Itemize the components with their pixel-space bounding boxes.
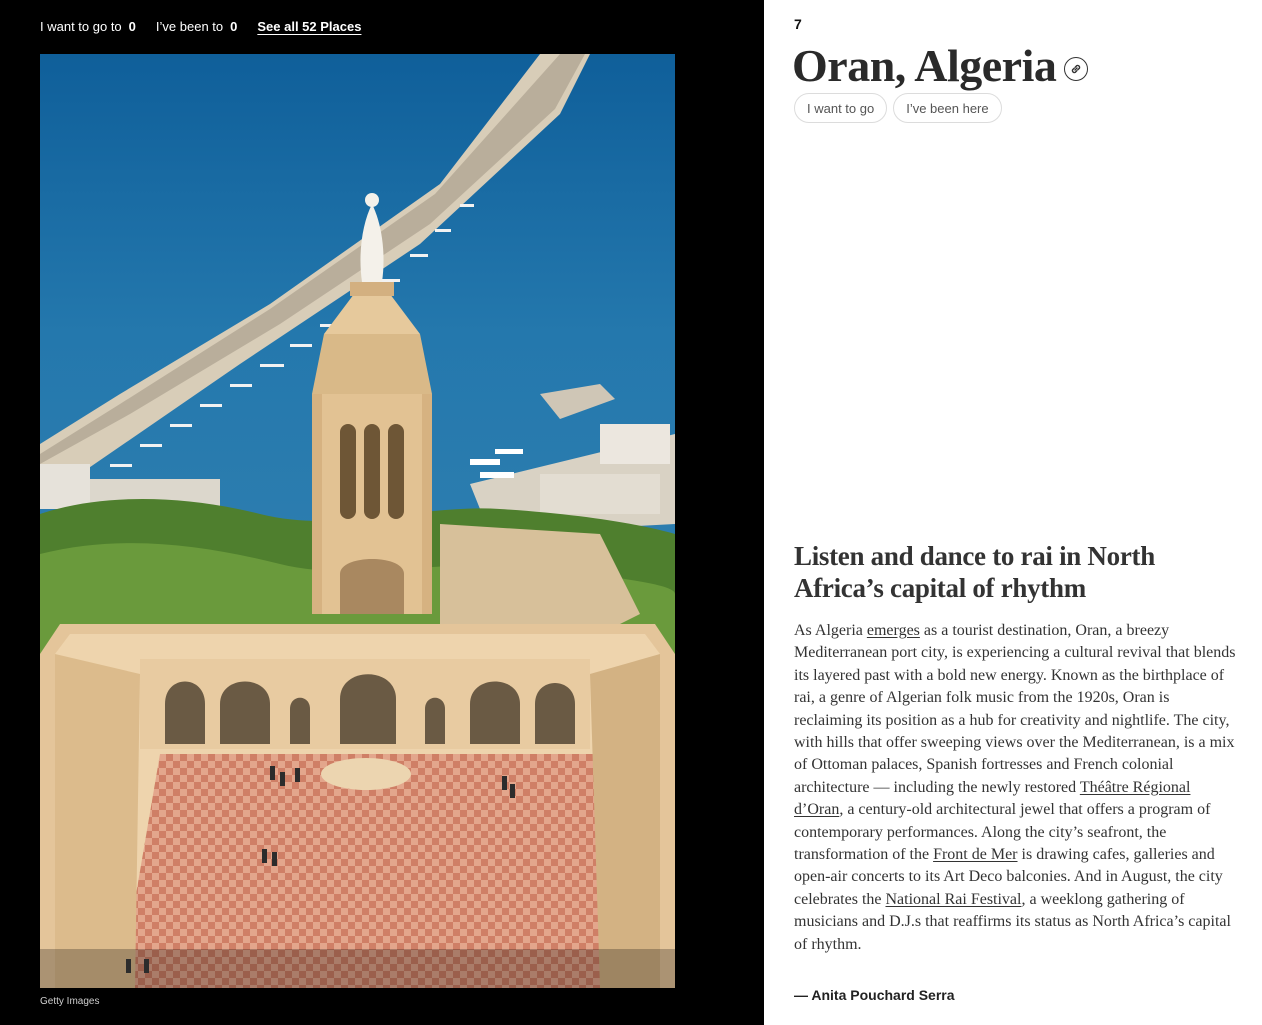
been-to-label: I’ve been to (155, 18, 224, 34)
theatre-regional-link[interactable]: Théâtre Régional d’Oran (794, 778, 1191, 819)
article-headline: Listen and dance to rai in North Africa’s capital of rhythm (794, 541, 1155, 603)
oran-photo (40, 54, 675, 988)
been-to-count: 0 (230, 18, 238, 34)
want-to-go-counter[interactable] (40, 19, 136, 34)
link-glyph (1069, 62, 1083, 76)
want-to-go-count: 0 (128, 18, 136, 34)
link-icon[interactable] (1064, 57, 1088, 81)
byline: — Anita Pouchard Serra (794, 987, 955, 1003)
santa-cruz-chapel-illustration (40, 54, 675, 988)
body-text-1: As Algeria (794, 622, 867, 639)
been-to-counter[interactable] (156, 19, 237, 34)
body-text-5: , a weeklong gathering of musicians and D.J.s that reaffirms its status as North Africa’s capital of rhythm. (794, 890, 1231, 953)
front-de-mer-link[interactable]: Front de Mer (933, 846, 1018, 864)
article-body (794, 620, 1239, 956)
photo-credit: Getty Images (40, 996, 100, 1007)
emerges-link[interactable]: emerges (866, 622, 920, 639)
place-rank: 7 (794, 16, 802, 32)
title-row (792, 38, 1088, 94)
body-text-3: , a century-old architectural jewel that offers a program of contemporary performances. Along the city’s seafront, the transformation of the (794, 801, 1211, 864)
place-counters (40, 16, 361, 36)
want-to-go-label: I want to go to (40, 18, 122, 34)
body-text-2: as a tourist destination, Oran, a breezy Mediterranean port city, is experiencing a cultural revival that blends its layered past with a bold new energy. Known as the birthplace of rai, a genre of Algerian folk music from the 1920s, Oran is reclaiming its position as a hub for creativity and nightlife. The city, with hills that offer sweeping views over the Mediterranean, is a mix of Ottoman palaces, Spanish fortresses and French colonial architecture — including the newly restored (794, 622, 1236, 796)
place-title: Oran, Algeria (792, 40, 1057, 91)
want-to-go-button[interactable]: I want to go (794, 93, 887, 123)
see-all-places-link[interactable]: See all 52 Places (257, 18, 362, 34)
national-rai-festival-link[interactable]: National Rai Festival (885, 890, 1022, 908)
been-here-button[interactable]: I’ve been here (893, 93, 1001, 123)
place-details (764, 0, 1262, 1025)
place-actions (794, 93, 1002, 123)
body-text-4: is drawing cafes, galleries and open-air concerts to its Art Deco balconies. And in August, the city celebrates the (794, 846, 1223, 908)
